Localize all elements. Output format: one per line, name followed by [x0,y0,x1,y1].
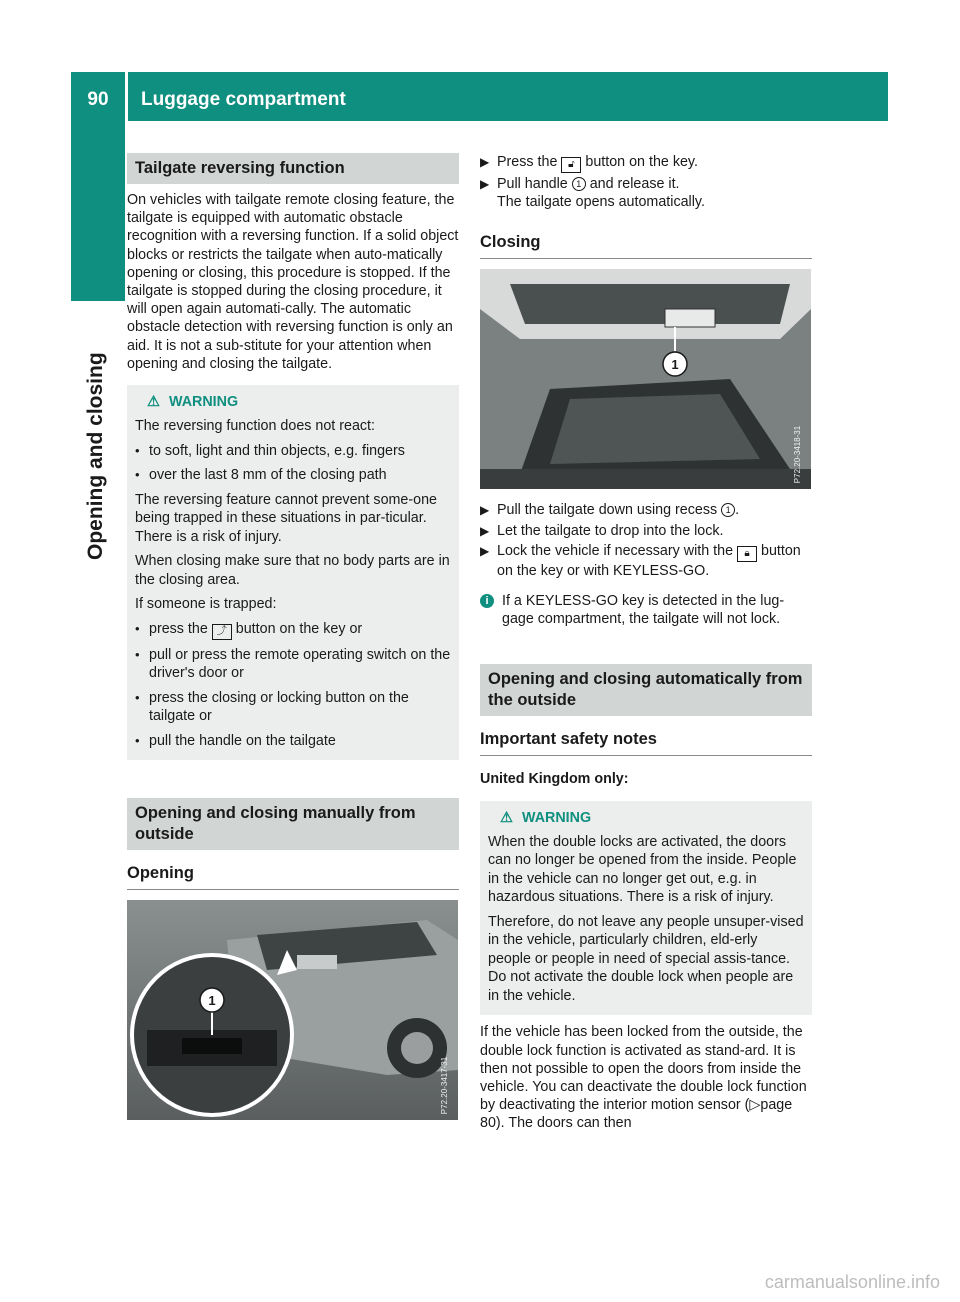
tailgate-opening-photo [127,900,458,1120]
page-number: 90 [87,89,109,110]
chapter-tab [84,352,118,561]
warning-heading: ⚠ WARNING [147,394,239,411]
instruction-step: ▶ Lock the vehicle if necessary with the 🔒︎ button on the key or with KEYLESS-GO. [480,542,801,579]
instruction-step: ▶ Pull handle 1 and release it. The tailgate opens automatically. [480,175,812,211]
callout-number: 1 [671,357,679,373]
list-item: • press the closing or locking button on the tailgate or [135,689,451,726]
opening-illustration [127,900,458,1120]
warning-box-reversing [127,385,459,760]
warning-box-double-lock [480,801,812,1016]
lock-key-icon: 🔒︎ [737,546,757,562]
warning-text: When the double locks are activated, the doors can no longer be opened from the inside. People in the vehicle can no longer get out, e.g. in hazardous situations. There is a risk of injury. [488,833,797,906]
step-arrow-icon: ▶ [480,503,490,518]
image-reference: P72.20-3417-31 [439,1056,449,1115]
header-divider [125,72,128,121]
tailgate-closing-photo [480,269,811,489]
unlock-key-icon: 🔓︎ [561,157,581,173]
image-reference: P72.20-3418-31 [792,426,802,484]
list-item: • press the ⤴ button on the key or [135,620,451,640]
right-column [480,153,812,1133]
double-lock-description: If the vehicle has been locked from the outside, the double lock function is activated as stand-ard. It is then not possible to open the doors from inside the vehicle. You can deactivate the double lock function by deactivating the interior motion sensor (▷page 80). The doors can then [480,1024,807,1132]
warning-triangle-icon: ⚠ [147,394,160,411]
warning-heading: ⚠ WARNING [500,809,592,826]
warning-triangle-icon: ⚠ [500,809,513,826]
watermark: carmanualsonline.info [764,1272,940,1292]
info-note: i If a KEYLESS-GO key is detected in the lug-gage compartment, the tailgate will not lock. [480,592,812,628]
step-result: The tailgate opens automatically. [497,194,705,211]
list-item: • pull the handle on the tailgate [135,732,451,751]
info-icon: i [480,594,494,608]
step-arrow-icon: ▶ [480,523,490,538]
warning-text: When closing make sure that no body parts are in the closing area. [135,553,450,588]
left-column [127,153,459,1120]
safety-heading: Important safety notes [480,728,812,756]
reversing-description: On vehicles with tailgate remote closing feature, the tailgate is equipped with automatic obstacle recognition with a reversing function. If a solid object blocks or restricts the tailgate when auto-matically opening or closing, this procedure is stopped. If the tailgate is stopped during the closing procedure, it will open again automati-cally. The automatic obstacle detection with reversing function is only an aid. It is not a sub-stitute for your attention when opening and closing the tailgate. [127,192,459,372]
callout-number: 1 [208,993,216,1009]
instruction-step: ▶ Pull the tailgate down using recess 1 . [480,502,740,519]
list-item: • to soft, light and thin objects, e.g. fingers [135,442,451,461]
section-title-automatic: Opening and closing automatically from the outside [480,664,812,716]
closing-illustration [480,269,811,489]
list-item: • pull or press the remote operating switch on the driver's door or [135,646,451,683]
callout-marker: 1 [721,503,735,517]
opening-heading: Opening [127,862,459,890]
section-title-manual: Opening and closing manually from outside [127,798,459,850]
step-arrow-icon: ▶ [480,543,490,558]
closing-heading: Closing [480,231,812,259]
instruction-step: ▶ Press the 🔓︎ button on the key. [480,153,812,173]
instruction-step: ▶ Let the tailgate to drop into the lock. [480,522,724,539]
section-title-reversing: Tailgate reversing function [127,153,459,184]
warning-text: Therefore, do not leave any people unsuper-vised in the vehicle, particularly children, eld-erly people or people in need of special assis-tance. Do not activate the double lock when people are in the vehicle. [488,913,804,1004]
callout-marker: 1 [572,177,586,191]
step-arrow-icon: ▶ [480,177,490,191]
page-title: Luggage compartment [141,89,346,110]
list-item: • over the last 8 mm of the closing path [135,466,451,485]
warning-text: The reversing feature cannot prevent some-one being trapped in these situations in par-ticular. There is a risk of injury. [135,491,437,545]
page-ref-icon: ▷ [749,1097,761,1114]
chapter-label: Opening and closing [84,352,107,560]
tailgate-key-icon: ⤴ [212,624,232,640]
warning-intro: The reversing function does not react: [135,418,376,435]
chapter-marker [71,121,125,301]
uk-only-label: United Kingdom only: [480,771,629,788]
warning-text: If someone is trapped: [135,596,277,613]
step-arrow-icon: ▶ [480,155,490,169]
page-header [71,72,888,121]
